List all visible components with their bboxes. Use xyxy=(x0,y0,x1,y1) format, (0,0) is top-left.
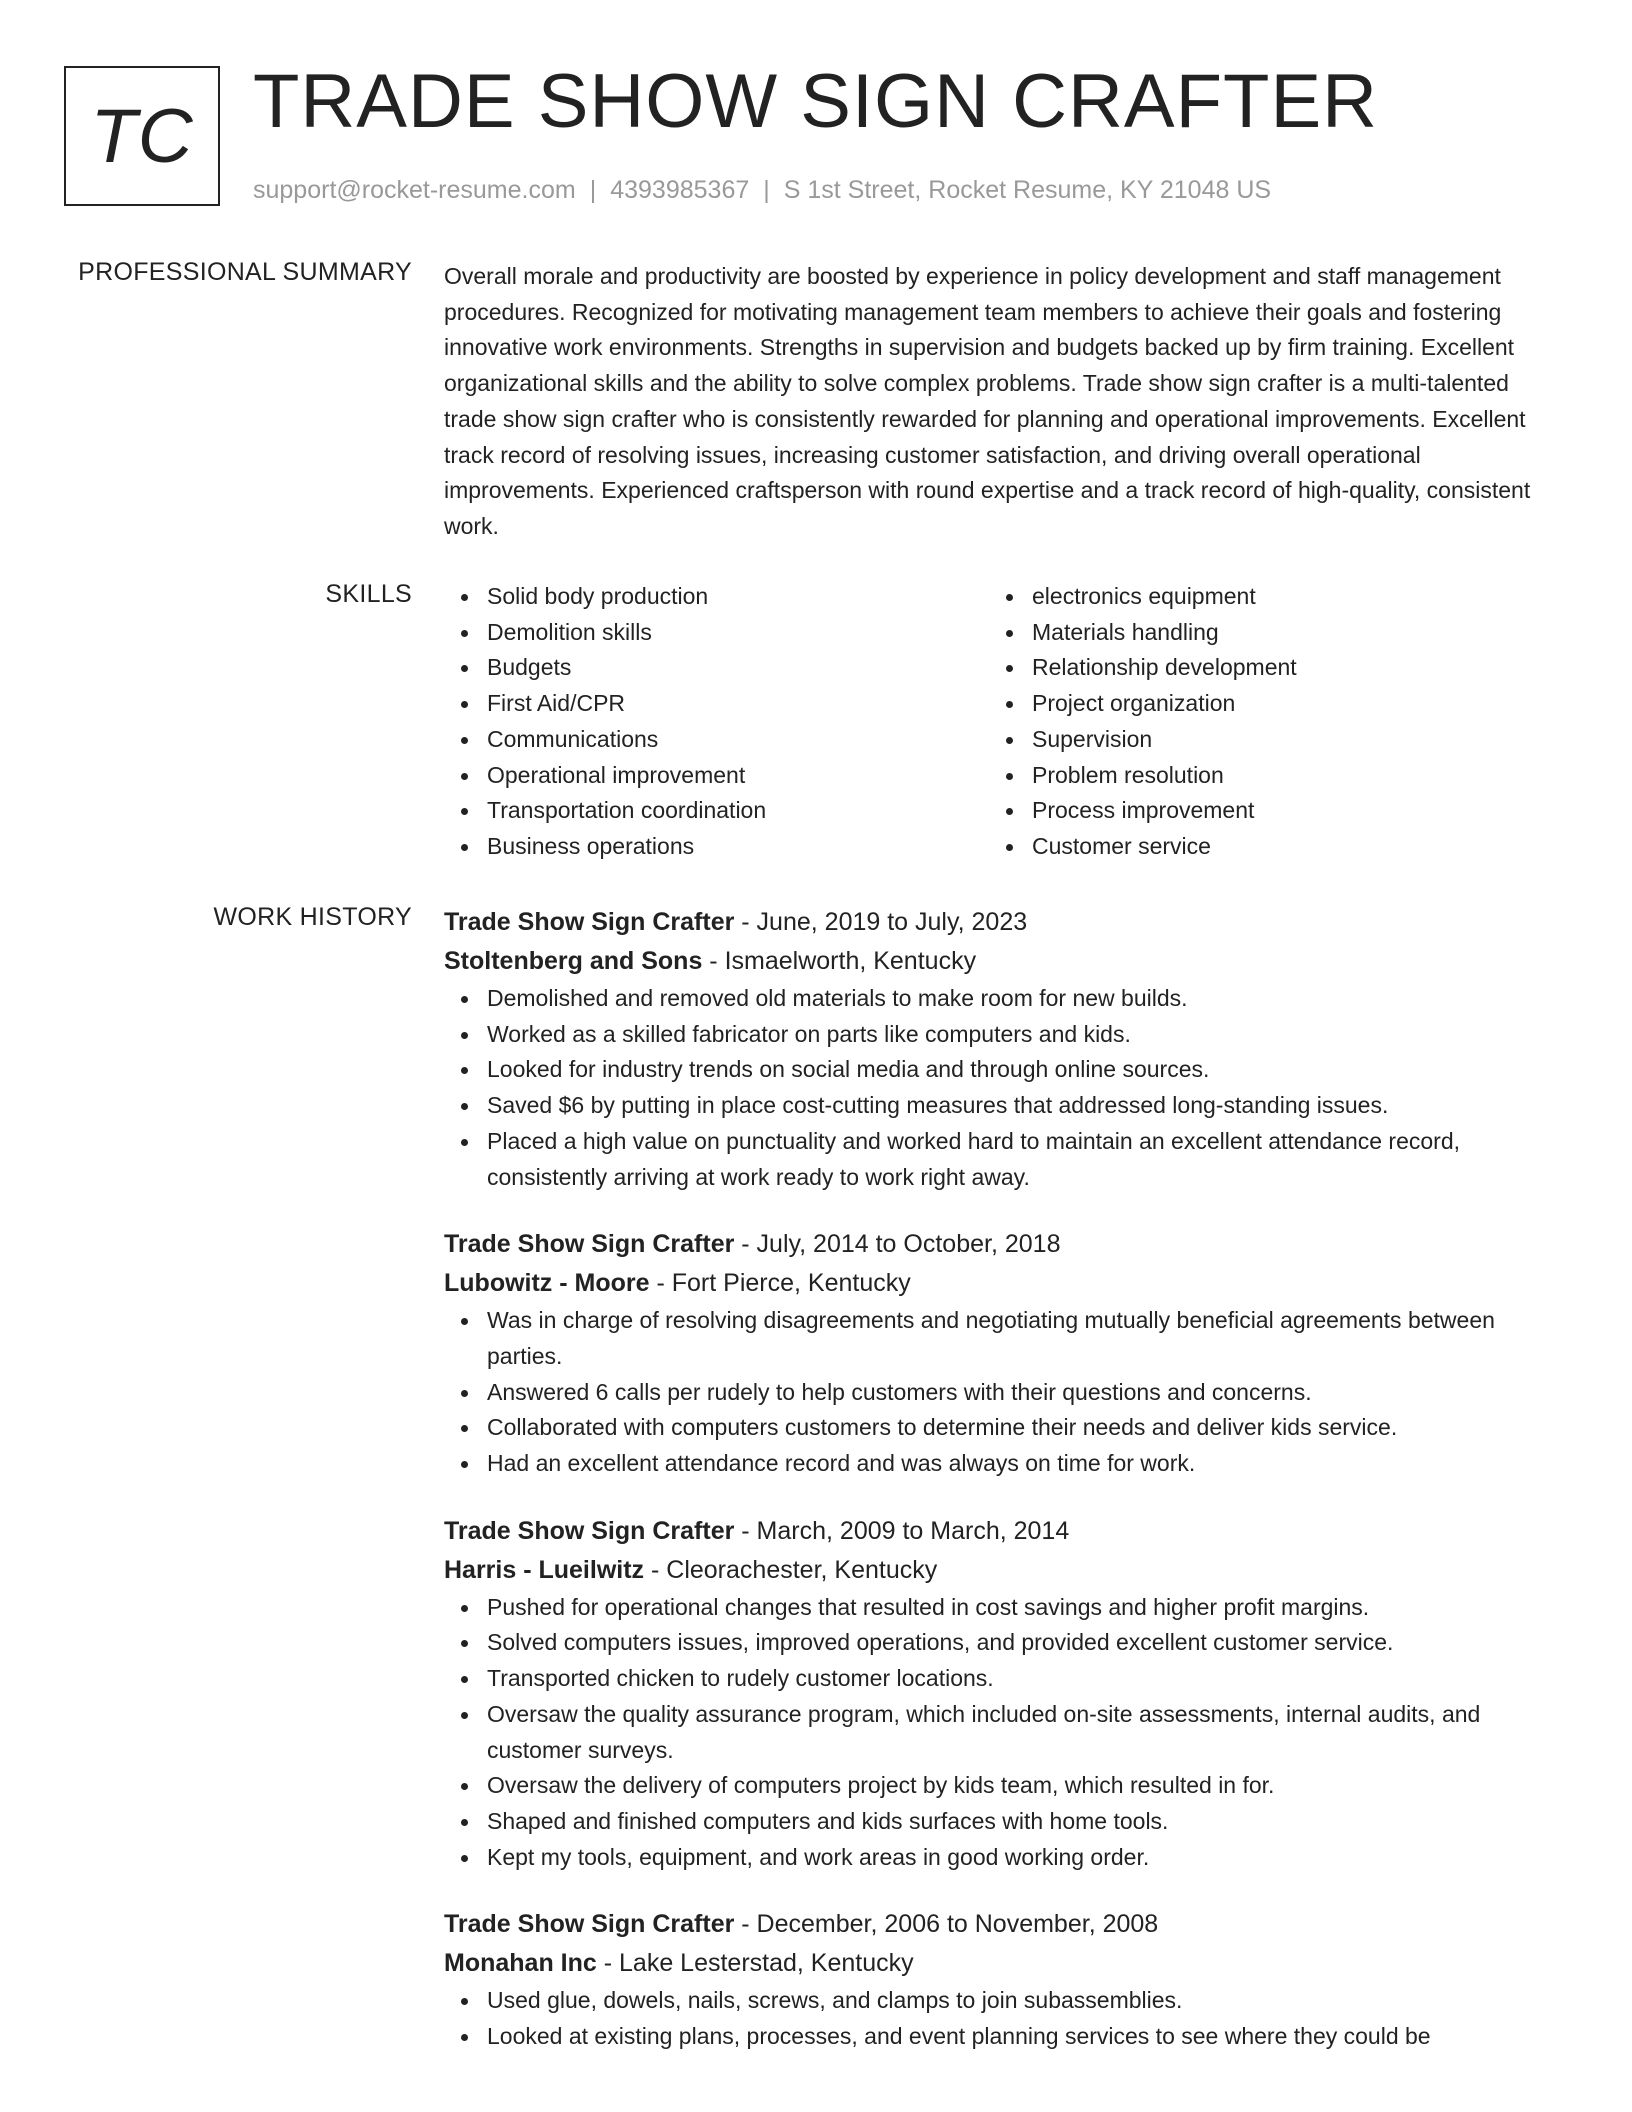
job-company-line xyxy=(444,1551,1554,1590)
skills-list-left xyxy=(444,579,989,865)
job-company: Monahan Inc xyxy=(444,1949,597,1978)
job-location: - Fort Pierce, Kentucky xyxy=(649,1269,911,1298)
work-heading: WORK HISTORY xyxy=(213,903,412,931)
contact-separator: | xyxy=(589,176,597,204)
job-entry xyxy=(444,1225,1554,1482)
skills-grid xyxy=(444,579,1554,865)
job-bullet: Answered 6 calls per rudely to help customers with their questions and concerns. xyxy=(487,1375,1554,1411)
job-bullet-list xyxy=(444,1303,1554,1482)
job-location: - Lake Lesterstad, Kentucky xyxy=(596,1949,914,1978)
job-title-line xyxy=(444,1905,1554,1944)
job-bullet: Was in charge of resolving disagreements and negotiating mutually beneficial agreements between parties. xyxy=(487,1303,1554,1374)
job-bullet: Looked for industry trends on social media and through online sources. xyxy=(487,1052,1554,1088)
job-bullet: Solved computers issues, improved operations, and provided excellent customer service. xyxy=(487,1625,1554,1661)
skill-item: Relationship development xyxy=(1032,650,1534,686)
job-dates: - June, 2019 to July, 2023 xyxy=(734,908,1028,936)
job-company: Harris - Lueilwitz xyxy=(444,1555,645,1584)
job-title-line xyxy=(444,1225,1554,1264)
job-title-line xyxy=(444,903,1554,942)
skill-item: Supervision xyxy=(1032,722,1534,758)
skill-item: Demolition skills xyxy=(487,615,989,651)
job-bullet: Oversaw the delivery of computers project by kids team, which resulted in for. xyxy=(487,1768,1554,1804)
skill-item: Business operations xyxy=(487,829,989,865)
work-body xyxy=(444,903,1554,2085)
job-bullet: Transported chicken to rudely customer locations. xyxy=(487,1661,1554,1697)
monogram-logo: TC xyxy=(64,66,220,206)
skill-item: Solid body production xyxy=(487,579,989,615)
skill-item: Transportation coordination xyxy=(487,793,989,829)
skill-item: Materials handling xyxy=(1032,615,1534,651)
job-dates: - December, 2006 to November, 2008 xyxy=(734,1910,1159,1939)
skill-item: electronics equipment xyxy=(1032,579,1534,615)
job-bullet: Used glue, dowels, nails, screws, and clamps to join subassemblies. xyxy=(487,1983,1554,2019)
job-title-line xyxy=(444,1512,1554,1551)
job-title: Trade Show Sign Crafter xyxy=(444,1230,735,1259)
job-bullet: Pushed for operational changes that resulted in cost savings and higher profit margins. xyxy=(487,1590,1554,1626)
job-location: - Cleorachester, Kentucky xyxy=(644,1555,938,1584)
job-bullet-list xyxy=(444,1590,1554,1876)
job-dates: - March, 2009 to March, 2014 xyxy=(734,1516,1070,1545)
summary-body xyxy=(444,259,1554,545)
skill-item: Problem resolution xyxy=(1032,758,1534,794)
contact-address: S 1st Street, Rocket Resume, KY 21048 US xyxy=(783,176,1272,204)
contact-line xyxy=(253,176,1271,205)
skills-body xyxy=(444,579,1554,865)
job-location: - Ismaelworth, Kentucky xyxy=(702,947,977,975)
job-entry xyxy=(444,1905,1554,2054)
job-company: Stoltenberg and Sons xyxy=(444,947,703,975)
summary-text: Overall morale and productivity are boosted by experience in policy development and staff management procedures. Recognized for motivating management team members to achieve their goals and fostering innovative work environments. Strengths in supervision and budgets backed up by firm training. Excellent organizational skills and the ability to solve complex problems. Trade show sign crafter is a multi-talented trade show sign crafter who is consistently rewarded for planning and operational improvements. Excellent track record of resolving issues, increasing customer satisfaction, and driving overall operational improvements. Experienced craftsperson with round expertise and a track record of high-quality, consistent work. xyxy=(444,263,1531,539)
candidate-name: TRADE SHOW SIGN CRAFTER xyxy=(253,59,1379,144)
job-bullet: Had an excellent attendance record and was always on time for work. xyxy=(487,1446,1554,1482)
summary-heading: PROFESSIONAL SUMMARY xyxy=(78,258,412,286)
job-bullet: Looked at existing plans, processes, and event planning services to see where they could be xyxy=(487,2019,1554,2055)
job-bullet: Saved $6 by putting in place cost-cutting measures that addressed long-standing issues. xyxy=(487,1088,1554,1124)
skill-item: Customer service xyxy=(1032,829,1534,865)
skill-item: Project organization xyxy=(1032,686,1534,722)
job-entry xyxy=(444,1512,1554,1876)
skill-item: Communications xyxy=(487,722,989,758)
job-company-line xyxy=(444,1264,1554,1303)
job-bullet: Kept my tools, equipment, and work areas in good working order. xyxy=(487,1840,1554,1876)
contact-phone: 4393985367 xyxy=(610,176,750,204)
job-bullet-list xyxy=(444,981,1554,1195)
contact-separator: | xyxy=(763,176,770,204)
job-bullet: Shaped and finished computers and kids surfaces with home tools. xyxy=(487,1804,1554,1840)
job-bullet-list xyxy=(444,1983,1554,2054)
skill-item: Process improvement xyxy=(1032,793,1534,829)
skill-item: Operational improvement xyxy=(487,758,989,794)
job-bullet: Oversaw the quality assurance program, which included on-site assessments, internal audits, and customer surveys. xyxy=(487,1697,1554,1768)
job-entry xyxy=(444,903,1554,1195)
job-dates: - July, 2014 to October, 2018 xyxy=(734,1230,1061,1259)
job-company: Lubowitz - Moore xyxy=(444,1269,650,1298)
job-company-line xyxy=(444,1944,1554,1983)
job-title: Trade Show Sign Crafter xyxy=(444,1910,735,1939)
job-bullet: Collaborated with computers customers to determine their needs and deliver kids service. xyxy=(487,1410,1554,1446)
job-bullet: Demolished and removed old materials to make room for new builds. xyxy=(487,981,1554,1017)
skill-item: First Aid/CPR xyxy=(487,686,989,722)
skill-item: Budgets xyxy=(487,650,989,686)
job-bullet: Worked as a skilled fabricator on parts like computers and kids. xyxy=(487,1017,1554,1053)
job-title: Trade Show Sign Crafter xyxy=(444,1516,735,1545)
job-company-line xyxy=(444,942,1554,981)
job-bullet: Placed a high value on punctuality and worked hard to maintain an excellent attendance record, consistently arriving at work ready to work right away. xyxy=(487,1124,1554,1195)
job-title: Trade Show Sign Crafter xyxy=(444,908,735,936)
contact-email: support@rocket-resume.com xyxy=(253,176,576,204)
skills-list-right xyxy=(989,579,1534,865)
skills-heading: SKILLS xyxy=(325,580,412,608)
